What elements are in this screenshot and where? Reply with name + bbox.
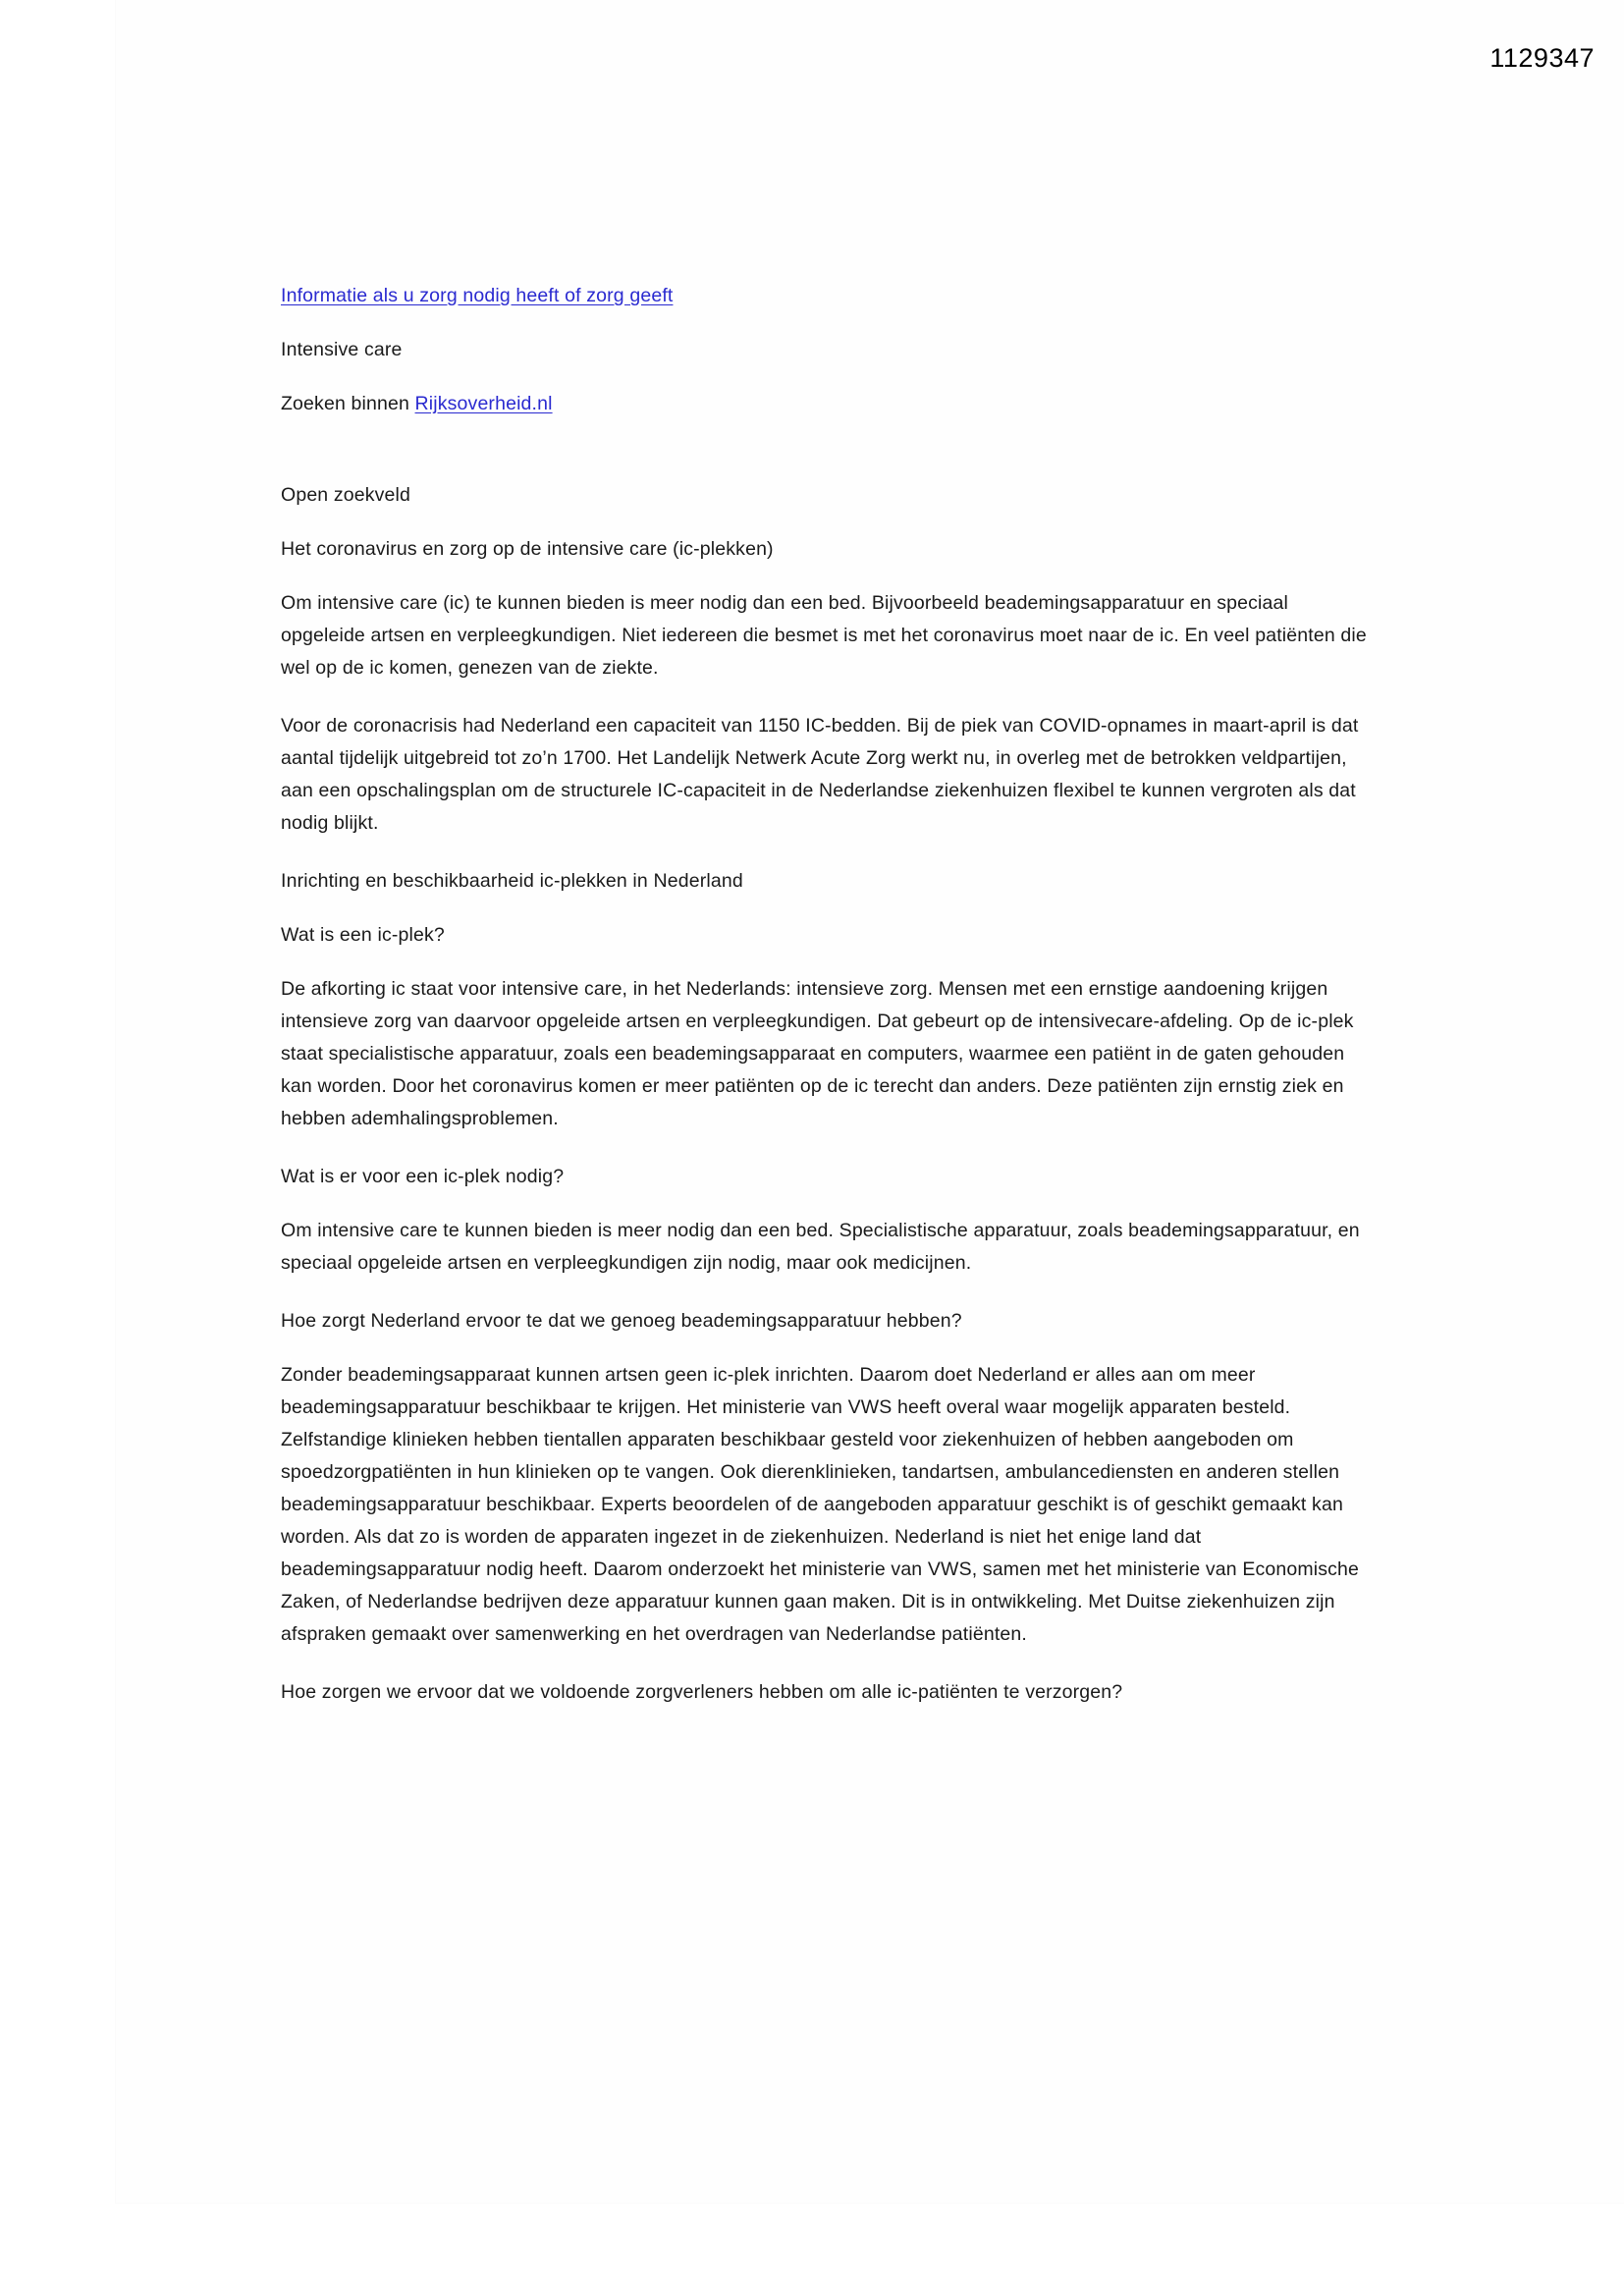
question-wat-is-een-ic-plek: Wat is een ic-plek?	[281, 924, 445, 946]
question-wat-is-nodig-voor-ic-plek: Wat is er voor een ic-plek nodig?	[281, 1166, 565, 1187]
question-voldoende-zorgverleners: Hoe zorgen we ervoor dat we voldoende zorgverleners hebben om alle ic-patiënten te verzorgen?	[281, 1681, 1123, 1703]
search-within-line	[281, 388, 1371, 420]
paragraph-intro: Om intensive care (ic) te kunnen bieden is meer nodig dan een bed. Bijvoorbeeld beademingsapparatuur en speciaal opgeleide artsen en verpleegkundigen. Niet iedereen die besmet is met het coronavirus moet naar de ic. En veel patiënten die wel op de ic komen, genezen van de ziekte.	[281, 592, 1367, 679]
document-id-header: 1129347	[1489, 43, 1595, 73]
answer-wat-is-nodig-voor-ic-plek: Om intensive care te kunnen bieden is meer nodig dan een bed. Specialistische apparatuur, zoals beademingsapparatuur, en speciaal opgeleide artsen en verpleegkundigen zijn nodig, maar ook medicijnen.	[281, 1220, 1360, 1274]
link-informatie-zorg[interactable]: Informatie als u zorg nodig heeft of zorg geeft	[281, 285, 674, 306]
answer-genoeg-beademingsapparatuur: Zonder beademingsapparaat kunnen artsen geen ic-plek inrichten. Daarom doet Nederland er alles aan om meer beademingsapparatuur beschikbaar te krijgen. Het ministerie van VWS heeft overal waar mogelijk apparaten besteld. Zelfstandige klinieken hebben tientallen apparaten beschikbaar gesteld voor ziekenhuizen of hebben aangeboden om spoedzorgpatiënten in hun klinieken op te vangen. Ook dierenklinieken, tandartsen, ambulancediensten en anderen stellen beademingsapparatuur beschikbaar. Experts beoordelen of de aangeboden apparatuur geschikt is of geschikt gemaakt kan worden. Als dat zo is worden de apparaten ingezet in de ziekenhuizen. Nederland is niet het enige land dat beademingsapparatuur nodig heeft. Daarom onderzoekt het ministerie van VWS, samen met het ministerie van Economische Zaken, of Nederlandse bedrijven deze apparatuur kunnen gaan maken. Dit is in ontwikkeling. Met Duitse ziekenhuizen zijn afspraken gemaakt over samenwerking en het overdragen van Nederlandse patiënten.	[281, 1364, 1360, 1645]
search-within-prefix: Zoeken binnen	[281, 393, 415, 414]
link-informatie-zorg-paragraph	[281, 280, 1371, 312]
question-genoeg-beademingsapparatuur: Hoe zorgt Nederland ervoor te dat we genoeg beademingsapparatuur hebben?	[281, 1310, 962, 1332]
document-page	[116, 0, 1624, 2203]
answer-wat-is-een-ic-plek: De afkorting ic staat voor intensive care, in het Nederlands: intensieve zorg. Mensen met een ernstige aandoening krijgen intensieve zorg van daarvoor opgeleide artsen en verpleegkundigen. Dat gebeurt op de intensivecare-afdeling. Op de ic-plek staat specialistische apparatuur, zoals een beademingsapparaat en computers, waarmee een patiënt in de gaten gehouden kan worden. Door het coronavirus komen er meer patiënten op de ic terecht dan anders. Deze patiënten zijn ernstig ziek en hebben ademhalingsproblemen.	[281, 978, 1354, 1129]
open-search-field-label[interactable]: Open zoekveld	[281, 484, 411, 506]
section-spacer	[281, 442, 1371, 479]
label-intensive-care: Intensive care	[281, 339, 403, 360]
heading-coronavirus-intensive-care: Het coronavirus en zorg op de intensive care (ic-plekken)	[281, 538, 774, 560]
link-rijksoverheid-nl[interactable]: Rijksoverheid.nl	[414, 393, 553, 414]
document-body	[281, 280, 1371, 1730]
paragraph-ic-capacity: Voor de coronacrisis had Nederland een capaciteit van 1150 IC-bedden. Bij de piek van COVID-opnames in maart-april is dat aantal tijdelijk uitgebreid tot zo’n 1700. Het Landelijk Netwerk Acute Zorg werkt nu, in overleg met de betrokken veldpartijen, aan een opschalingsplan om de structurele IC-capaciteit in de Nederlandse ziekenhuizen flexibel te kunnen vergroten als dat nodig blijkt.	[281, 715, 1359, 834]
heading-inrichting-beschikbaarheid: Inrichting en beschikbaarheid ic-plekken in Nederland	[281, 870, 743, 892]
